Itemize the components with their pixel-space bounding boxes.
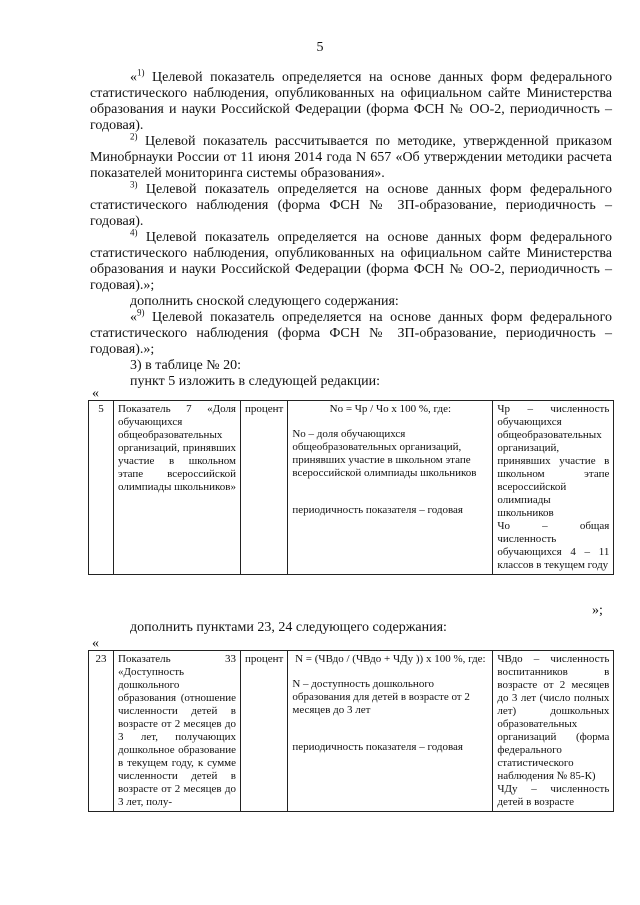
page-number: 5 <box>316 40 324 55</box>
footnote-3-text: Целевой показатель определяется на основе данных форм федерального статистического наблюдения (форма ФСН № ЗП-образование, периодичность – годовая). <box>90 182 613 229</box>
formula-text: No = Чр / Чо x 100 %, где: <box>329 403 452 415</box>
cell-unit: процент <box>241 651 288 812</box>
cell-variables <box>493 651 614 812</box>
footnote-1: «$^{1)}$ Целевой показатель определяется на основе данных форм федерального статистического наблюдения, опубликованных на официальном сайте Министерства образования и науки Российской Федерации (форма ФСН № ОО-2, периодичность – годовая). <box>90 67 613 133</box>
footnotes-block <box>90 67 613 390</box>
add-items-block <box>90 620 612 636</box>
footnote-4-text: Целевой показатель определяется на основе данных форм федерального статистического наблюдения, опубликованных на официальном сайте Министерства образования и науки Российской Федерации (форма ФСН № ОО-2, периодичность – годовая).»; <box>90 230 613 293</box>
cell-formula <box>288 651 493 812</box>
cell-number: 23 <box>89 651 114 812</box>
add-note-intro: дополнить сноской следующего содержания: <box>130 294 399 309</box>
cell-unit: процент <box>241 401 288 575</box>
cell-indicator-name: Показатель 7 «Доля обучающихся общеобразовательных организаций, принявших участие в школьном этапе всероссийской олимпиады школьников» <box>114 401 241 575</box>
table-item-5 <box>88 400 614 575</box>
table-row <box>89 401 614 575</box>
footnote-marker: 9) <box>137 307 145 318</box>
quote-open: « <box>92 386 99 401</box>
formula-text: N = (ЧВдо / (ЧВдо + ЧДу )) x 100 %, где: <box>295 653 486 665</box>
footnote-2 <box>90 131 613 182</box>
cell-formula <box>288 401 493 575</box>
cell-indicator-name: Показатель 33 «Доступность дошкольного образования (отношение численности детей в возрасте от 2 месяцев до 3 лет, получающих дошкольное образование в текущем году, к сумме численности детей в возрасте от 2 месяцев до 3 лет, полу- <box>114 651 241 812</box>
quote-open-2: « <box>92 636 99 651</box>
footnote-4 <box>90 227 613 294</box>
formula-description: N – доступность дошкольного образования для детей в возрасте от 2 месяцев до 3 лет <box>292 678 470 716</box>
quote-close: »; <box>592 603 603 618</box>
variable-chvdo: ЧВдо – численность воспитанников в возрасте от 2 месяцев до 3 лет (число полных лет) дошкольных образовательных организаций (форма федерального статистического наблюдения № 85-К) <box>497 653 610 782</box>
footnote-9-text: Целевой показатель определяется на основе данных форм федерального статистического наблюдения (форма ФСН № ЗП-образование, периодичность – годовая).»; <box>90 310 613 357</box>
periodicity: периодичность показателя – годовая <box>292 504 463 516</box>
add-items-intro: дополнить пунктами 23, 24 следующего содержания: <box>130 620 447 635</box>
footnote-1-text: Целевой показатель определяется на основе данных форм федерального статистического наблюдения, опубликованных на официальном сайте Министерства образования и науки Российской Федерации (форма ФСН № ОО-2, периодичность – годовая). <box>90 70 613 133</box>
variable-chr: Чр – численность обучающихся общеобразовательных организаций, принявших участие в школьном этапе всероссийской олимпиады школьников <box>497 403 610 519</box>
variable-chdu: ЧДу – численность детей в возрасте <box>497 783 610 808</box>
variable-cho: Чо – общая численность обучающихся 4 – 11 классов в текущем году <box>497 520 610 571</box>
footnote-3 <box>90 179 613 230</box>
footnote-marker: 3) <box>130 179 138 190</box>
item-3: 3) в таблице № 20: <box>130 358 241 373</box>
formula-description: No – доля обучающихся общеобразовательных организаций, принявших участие в школьном этапе всероссийской олимпиады школьников <box>292 428 477 479</box>
table-item-23 <box>88 650 614 812</box>
item-5-intro: пункт 5 изложить в следующей редакции: <box>130 374 380 389</box>
footnote-9: «$^{9)}$ Целевой показатель определяется на основе данных форм федерального статистического наблюдения (форма ФСН № ЗП-образование, периодичность – годовая).»; <box>90 307 613 357</box>
footnote-marker: 2) <box>130 131 138 142</box>
cell-number: 5 <box>89 401 114 575</box>
footnote-marker: 4) <box>130 227 138 238</box>
table-row <box>89 651 614 812</box>
periodicity: периодичность показателя – годовая <box>292 741 463 753</box>
footnote-marker: 1) <box>137 67 145 78</box>
footnote-2-text: Целевой показатель рассчитывается по методике, утвержденной приказом Минобрнауки России от 11 июня 2014 года N 657 «Об утверждении методики расчета показателей мониторинга системы образования». <box>90 134 613 181</box>
cell-variables <box>493 401 614 575</box>
